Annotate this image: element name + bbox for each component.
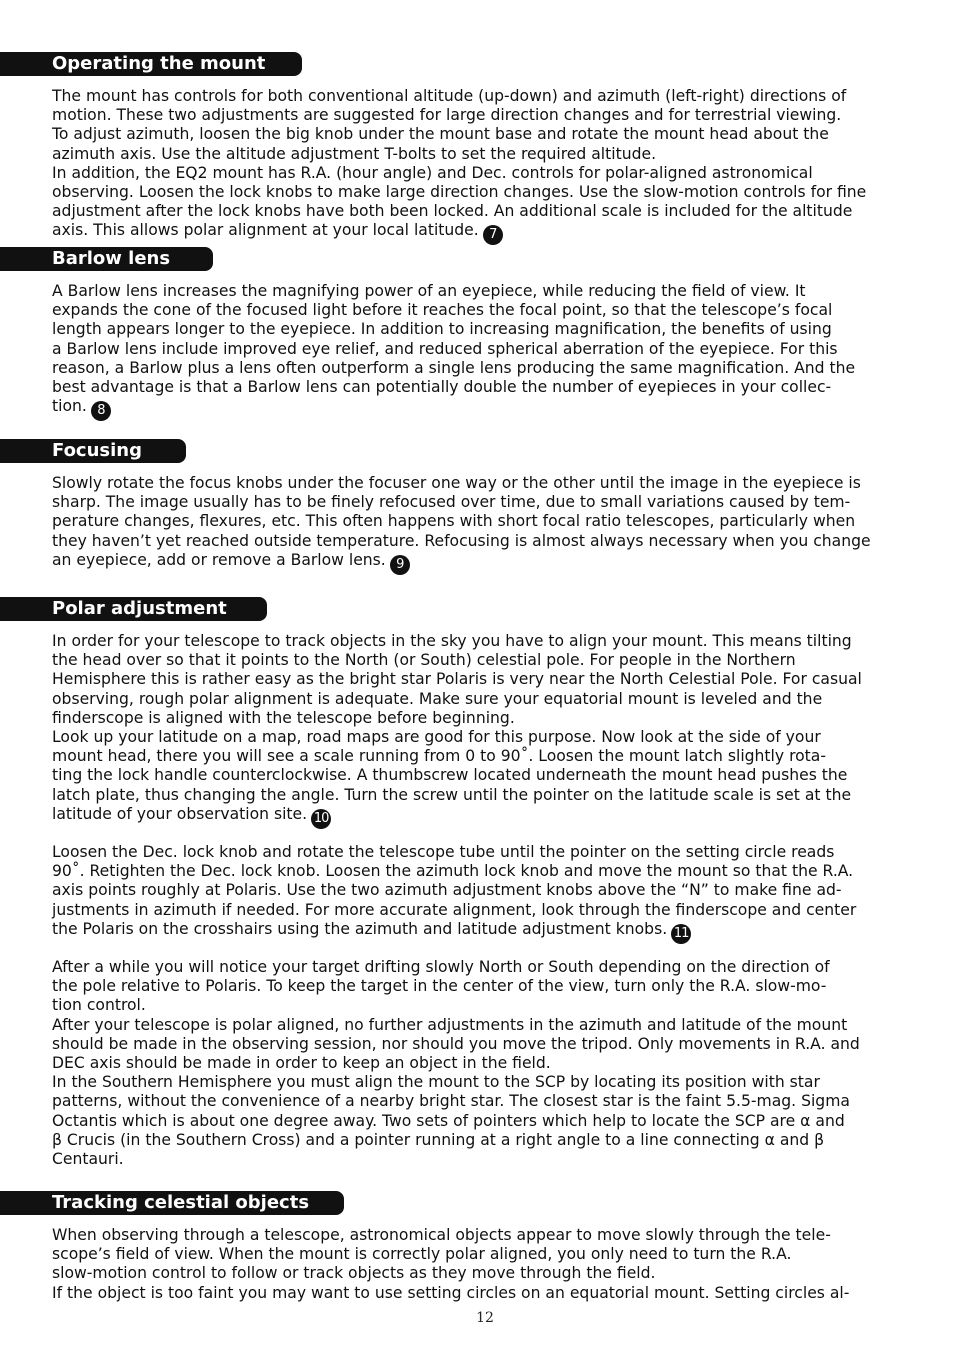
text-line: The mount has controls for both conventional altitude (up-down) and azimuth (left-right) directions of: [52, 87, 847, 105]
text-line: the head over so that it points to the North (or South) celestial pole. For people in the Northern: [52, 651, 796, 670]
text-line: sharp. The image usually has to be finely refocused over time, due to small variations caused by tem-: [52, 493, 851, 512]
focusing-paragraph: [52, 474, 912, 575]
text-line: [52, 805, 912, 829]
text-line-content: axis. This allows polar alignment at your local latitude.: [52, 221, 479, 240]
text-line: [52, 920, 912, 944]
text-line: A Barlow lens increases the magnifying power of an eyepiece, while reducing the field of view. It: [52, 282, 806, 300]
text-line: axis points roughly at Polaris. Use the two azimuth adjustment knobs above the “N” to make fine ad-: [52, 881, 842, 900]
text-line: motion. These two adjustments are suggested for large direction changes and for terrestrial viewing.: [52, 106, 842, 125]
text-line: justments in azimuth if needed. For more accurate alignment, look through the finderscope and center: [52, 900, 857, 919]
text-line: latch plate, thus changing the angle. Turn the screw until the pointer on the latitude scale is set at the: [52, 785, 852, 804]
text-line: adjustment after the lock knobs have both been locked. An additional scale is included for the altitude: [52, 202, 853, 221]
text-line-content: latitude of your observation site.: [52, 804, 308, 823]
figure-reference-badge: 7: [483, 225, 503, 245]
text-line: reason, a Barlow plus a lens often outperform a single lens producing the same magnification. And the: [52, 358, 856, 377]
text-line: 90˚. Retighten the Dec. lock knob. Loosen the azimuth lock knob and move the mount so that the R.A.: [52, 862, 854, 881]
text-line: perature changes, flexures, etc. This often happens with short focal ratio telescopes, particularly when: [52, 512, 856, 531]
section-heading-barlow-lens: Barlow lens: [0, 247, 213, 271]
figure-reference-badge: 10: [311, 809, 331, 829]
text-line: mount head, there you will see a scale running from 0 to 90˚. Loosen the mount latch slightly rota-: [52, 747, 826, 766]
text-line: In addition, the EQ2 mount has R.A. (hour angle) and Dec. controls for polar-aligned astronomical: [52, 163, 813, 182]
text-line: observing, rough polar alignment is adequate. Make sure your equatorial mount is leveled and the: [52, 689, 823, 708]
section-heading-tracking-celestial-objects: Tracking celestial objects: [0, 1191, 344, 1215]
text-line: they haven’t yet reached outside temperature. Refocusing is almost always necessary when you change: [52, 531, 871, 550]
text-line: After your telescope is polar aligned, no further adjustments in the azimuth and latitude of the mount: [52, 1015, 848, 1034]
text-line: If the object is too faint you may want to use setting circles on an equatorial mount. Setting circles al-: [52, 1283, 850, 1302]
text-line: should be made in the observing session, nor should you move the tripod. Only movements in R.A. and: [52, 1034, 860, 1053]
text-line: When observing through a telescope, astronomical objects appear to move slowly through the tele-: [52, 1226, 831, 1244]
text-line: Centauri.: [52, 1150, 124, 1169]
text-line: slow-motion control to follow or track objects as they move through the field.: [52, 1264, 656, 1283]
text-line: After a while you will notice your target drifting slowly North or South depending on the direction of: [52, 958, 830, 976]
text-line: β Crucis (in the Southern Cross) and a pointer running at a right angle to a line connecting α and β: [52, 1130, 825, 1149]
text-line: finderscope is aligned with the telescope before beginning.: [52, 708, 515, 727]
text-line: [52, 397, 912, 421]
text-line: Slowly rotate the focus knobs under the focuser one way or the other until the image in the eyepiece is: [52, 474, 861, 492]
polar-adjustment-paragraph-3: [52, 958, 912, 1169]
figure-reference-badge: 8: [91, 401, 111, 421]
polar-adjustment-paragraph-2: [52, 843, 912, 944]
text-line: [52, 551, 912, 575]
text-line: scope’s field of view. When the mount is correctly polar aligned, you only need to turn the R.A.: [52, 1245, 792, 1264]
text-line: To adjust azimuth, loosen the big knob under the mount base and rotate the mount head about the: [52, 125, 829, 144]
text-line: [52, 221, 912, 245]
text-line: Octantis which is about one degree away. Two sets of pointers which help to locate the SCP are α and: [52, 1111, 845, 1130]
barlow-lens-paragraph: [52, 282, 912, 421]
text-line: length appears longer to the eyepiece. In addition to increasing magnification, the benefits of using: [52, 320, 832, 339]
text-line: ting the lock handle counterclockwise. A thumbscrew located underneath the mount head pushes the: [52, 766, 848, 785]
text-line: best advantage is that a Barlow lens can potentially double the number of eyepieces in your collec-: [52, 378, 832, 397]
text-line: azimuth axis. Use the altitude adjustment T-bolts to set the required altitude.: [52, 144, 657, 163]
text-line: a Barlow lens include improved eye relief, and reduced spherical aberration of the eyepiece. For this: [52, 339, 838, 358]
text-line: tion control.: [52, 996, 146, 1015]
text-line: expands the cone of the focused light before it reaches the focal point, so that the telescope’s focal: [52, 301, 833, 320]
figure-reference-badge: 11: [671, 924, 691, 944]
text-line: the pole relative to Polaris. To keep the target in the center of the view, turn only the R.A. slow-mo-: [52, 977, 827, 996]
text-line: In order for your telescope to track objects in the sky you have to align your mount. This means tilting: [52, 632, 852, 650]
page-number: 12: [476, 1310, 494, 1326]
tracking-paragraph: [52, 1226, 912, 1303]
text-line: Look up your latitude on a map, road maps are good for this purpose. Now look at the side of your: [52, 728, 821, 747]
figure-reference-badge: 9: [390, 555, 410, 575]
section-heading-operating-the-mount: Operating the mount: [0, 52, 302, 76]
text-line: patterns, without the convenience of a nearby bright star. The closest star is the faint 5.5-mag. Sigma: [52, 1092, 850, 1111]
text-line: Hemisphere this is rather easy as the bright star Polaris is very near the North Celestial Pole. For casual: [52, 670, 862, 689]
section-heading-focusing: Focusing: [0, 439, 186, 463]
text-line: observing. Loosen the lock knobs to make large direction changes. Use the slow-motion controls for fine: [52, 183, 867, 202]
text-line-content: an eyepiece, add or remove a Barlow lens.: [52, 550, 386, 569]
text-line-content: the Polaris on the crosshairs using the azimuth and latitude adjustment knobs.: [52, 919, 668, 938]
text-line: Loosen the Dec. lock knob and rotate the telescope tube until the pointer on the setting circle reads: [52, 843, 835, 861]
polar-adjustment-paragraph-1: [52, 632, 912, 829]
text-line: In the Southern Hemisphere you must align the mount to the SCP by locating its position with star: [52, 1073, 820, 1092]
section-heading-polar-adjustment: Polar adjustment: [0, 597, 267, 621]
text-line: DEC axis should be made in order to keep an object in the field.: [52, 1054, 551, 1073]
text-line-content: tion.: [52, 397, 87, 416]
operating-mount-paragraph: [52, 87, 912, 245]
